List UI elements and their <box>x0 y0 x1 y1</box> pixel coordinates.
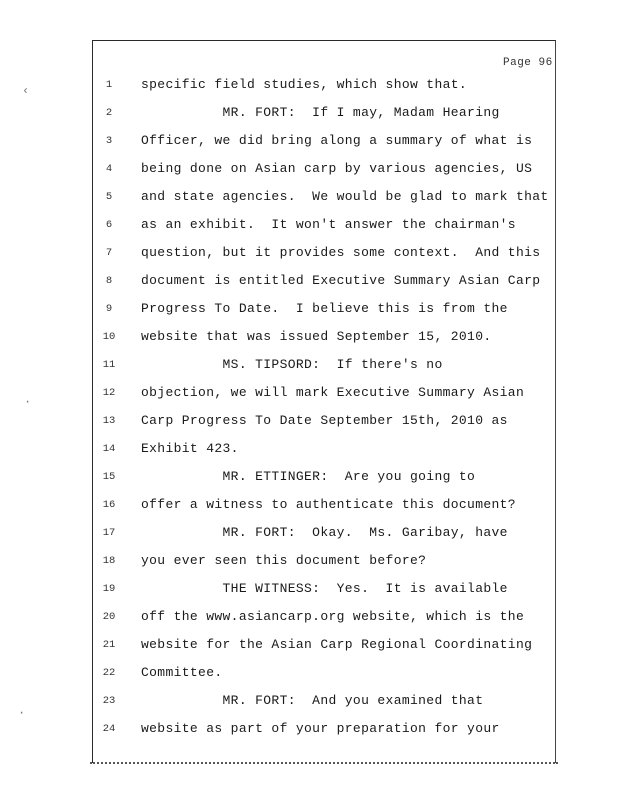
bottom-rule <box>90 762 558 764</box>
transcript-line <box>0 721 618 741</box>
page-number: Page 96 <box>503 57 553 69</box>
margin-mark: · <box>24 395 32 409</box>
transcript-line <box>0 329 618 349</box>
line-number: 15 <box>102 471 116 483</box>
line-number: 24 <box>102 723 116 735</box>
transcript-line <box>0 133 618 153</box>
line-number: 9 <box>105 303 113 315</box>
transcript-line <box>0 217 618 237</box>
line-number: 7 <box>105 247 113 259</box>
margin-mark: · <box>18 706 26 720</box>
line-number: 8 <box>105 275 113 287</box>
transcript-line <box>0 301 618 321</box>
line-text: off the www.asiancarp.org website, which is the <box>141 609 525 624</box>
transcript-line <box>0 77 618 97</box>
transcript-line <box>0 357 618 377</box>
line-number: 2 <box>105 107 113 119</box>
transcript-line <box>0 105 618 125</box>
line-number: 17 <box>102 527 116 539</box>
line-text: MS. TIPSORD: If there's no <box>141 357 443 372</box>
transcript-line <box>0 469 618 489</box>
line-number: 5 <box>105 191 113 203</box>
line-number: 21 <box>102 639 116 651</box>
line-text: Committee. <box>141 665 223 680</box>
line-text: you ever seen this document before? <box>141 553 427 568</box>
transcript-line <box>0 553 618 573</box>
line-text: question, but it provides some context. And this <box>141 245 541 260</box>
line-text: THE WITNESS: Yes. It is available <box>141 581 508 596</box>
transcript-line <box>0 497 618 517</box>
line-number: 6 <box>105 219 113 231</box>
line-number: 14 <box>102 443 116 455</box>
line-number: 20 <box>102 611 116 623</box>
line-number: 12 <box>102 387 116 399</box>
line-number: 3 <box>105 135 113 147</box>
line-number: 4 <box>105 163 113 175</box>
line-text: MR. FORT: And you examined that <box>141 693 484 708</box>
margin-mark: ‹ <box>22 84 30 98</box>
line-number: 18 <box>102 555 116 567</box>
line-text: Progress To Date. I believe this is from the <box>141 301 508 316</box>
line-text: objection, we will mark Executive Summary Asian <box>141 385 525 400</box>
line-text: MR. FORT: If I may, Madam Hearing <box>141 105 500 120</box>
line-number: 19 <box>102 583 116 595</box>
line-text: Carp Progress To Date September 15th, 2010 as <box>141 413 508 428</box>
line-text: Exhibit 423. <box>141 441 239 456</box>
line-number: 22 <box>102 667 116 679</box>
line-text: website that was issued September 15, 2010. <box>141 329 492 344</box>
line-text: being done on Asian carp by various agencies, US <box>141 161 533 176</box>
transcript-line <box>0 525 618 545</box>
line-number: 16 <box>102 499 116 511</box>
line-number: 13 <box>102 415 116 427</box>
line-text: as an exhibit. It won't answer the chairman's <box>141 217 516 232</box>
transcript-line <box>0 441 618 461</box>
transcript-line <box>0 385 618 405</box>
line-text: MR. ETTINGER: Are you going to <box>141 469 476 484</box>
transcript-line <box>0 609 618 629</box>
transcript-line <box>0 637 618 657</box>
transcript-line <box>0 581 618 601</box>
line-number: 1 <box>105 79 113 91</box>
line-text: Officer, we did bring along a summary of what is <box>141 133 533 148</box>
transcript-line <box>0 665 618 685</box>
transcript-line <box>0 413 618 433</box>
line-number: 23 <box>102 695 116 707</box>
line-text: specific field studies, which show that. <box>141 77 468 92</box>
line-number: 11 <box>102 359 116 371</box>
transcript-line <box>0 161 618 181</box>
line-text: and state agencies. We would be glad to mark that <box>141 189 549 204</box>
transcript-line <box>0 245 618 265</box>
line-text: website for the Asian Carp Regional Coordinating <box>141 637 533 652</box>
transcript-line <box>0 189 618 209</box>
transcript-line <box>0 273 618 293</box>
line-text: website as part of your preparation for your <box>141 721 500 736</box>
line-text: offer a witness to authenticate this document? <box>141 497 516 512</box>
transcript-line <box>0 693 618 713</box>
line-text: MR. FORT: Okay. Ms. Garibay, have <box>141 525 508 540</box>
line-number: 10 <box>102 331 116 343</box>
line-text: document is entitled Executive Summary Asian Carp <box>141 273 541 288</box>
